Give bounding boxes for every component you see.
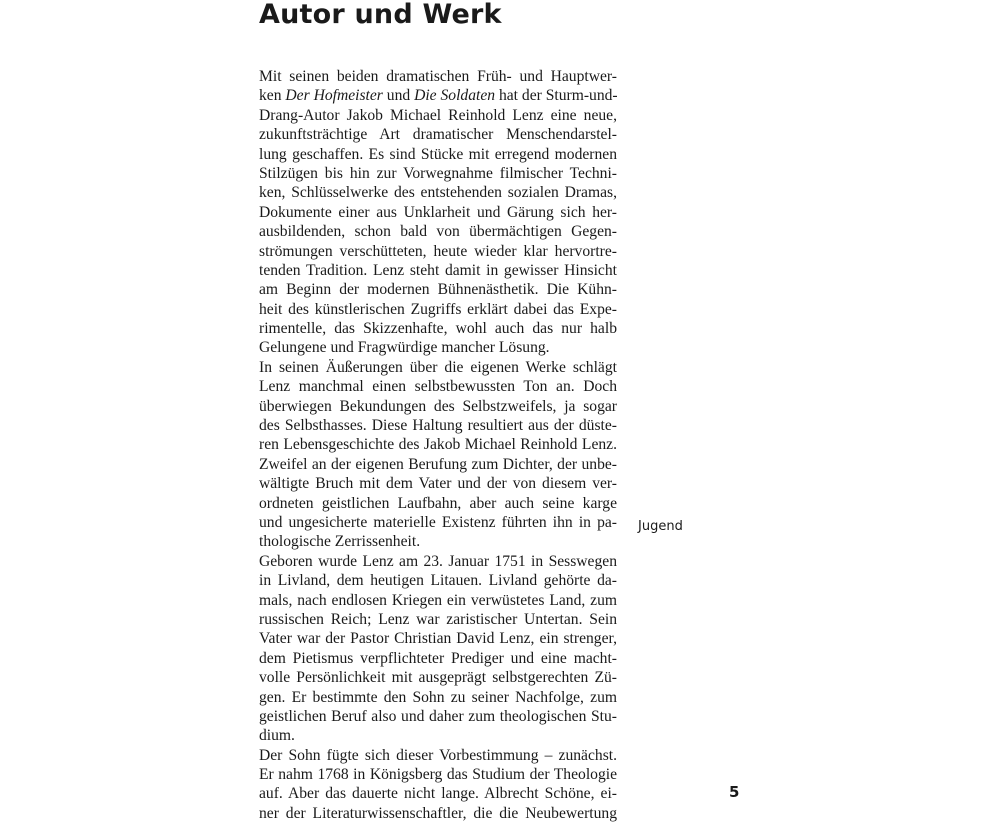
text-segment: ken — [259, 87, 286, 105]
body-text — [259, 67, 617, 823]
text-line — [259, 86, 617, 105]
text-line: Geboren wurde Lenz am 23. Januar 1751 in Sesswegen — [259, 552, 617, 570]
text-line: in Livland, dem heutigen Litauen. Livland gehörte da- — [259, 572, 617, 590]
text-line: Er nahm 1768 in Königsberg das Studium der Theologie — [259, 766, 617, 784]
text-line: strömungen verschütteten, heute wieder klar hervortre- — [259, 242, 617, 260]
margin-note: Jugend — [638, 519, 683, 534]
text-line: Der Sohn fügte sich dieser Vorbestimmung – zunächst. — [259, 746, 617, 764]
text-line: und ungesicherte materielle Existenz führten ihn in pa- — [259, 513, 617, 531]
text-line: dium. — [259, 727, 295, 745]
text-line: lung geschaffen. Es sind Stücke mit erregend modernen — [259, 145, 617, 163]
text-line: Vater war der Pastor Christian David Lenz, ein strenger, — [259, 630, 617, 648]
text-line: thologische Zerrissenheit. — [259, 533, 421, 551]
text-line: Gelungene und Fragwürdige mancher Lösung. — [259, 339, 550, 357]
text-line: Dokumente einer aus Unklarheit und Gärung sich her- — [259, 203, 617, 221]
work-title: Die Soldaten — [414, 87, 496, 105]
text-line: ordneten geistlichen Laufbahn, aber auch seine karge — [259, 494, 617, 512]
text-line: wältigte Bruch mit dem Vater und der von diesem ver- — [259, 475, 617, 493]
text-segment: hat der Sturm-und- — [495, 87, 618, 105]
text-line: mals, nach endlosen Kriegen ein verwüstetes Land, zum — [259, 591, 617, 609]
text-line: zukunftsträchtige Art dramatischer Menschendarstel- — [259, 126, 617, 144]
text-line: In seinen Äußerungen über die eigenen Werke schlägt — [259, 358, 617, 376]
text-line: russischen Reich; Lenz war zaristischer Untertan. Sein — [259, 610, 617, 628]
text-line: auf. Aber das dauerte nicht lange. Albrecht Schöne, ei- — [259, 785, 617, 803]
text-line: am Beginn der modernen Bühnenästhetik. Die Kühn- — [259, 281, 617, 299]
text-segment: und — [382, 87, 415, 105]
text-line: Lenz manchmal einen selbstbewussten Ton an. Doch — [259, 378, 617, 396]
text-line: volle Persönlichkeit mit ausgeprägt selbstgerechten Zü- — [259, 669, 617, 687]
work-title: Der Hofmeister — [285, 87, 383, 105]
text-line: Stilzügen bis hin zur Vorwegnahme filmischer Techni- — [259, 164, 617, 182]
page-number: 5 — [729, 783, 740, 801]
text-line: des Selbsthasses. Diese Haltung resultiert aus der düste- — [259, 417, 617, 435]
text-line: geistlichen Beruf also und daher zum theologischen Stu- — [259, 707, 617, 725]
text-line: dem Pietismus verpflichteter Prediger und eine macht- — [259, 649, 617, 667]
text-line: Zweifel an der eigenen Berufung zum Dichter, der unbe- — [259, 455, 617, 473]
text-line: heit des künstlerischen Zugriffs erklärt dabei das Expe- — [259, 300, 617, 318]
text-line: Drang-Autor Jakob Michael Reinhold Lenz eine neue, — [259, 106, 617, 124]
text-line: gen. Er bestimmte den Sohn zu seiner Nachfolge, zum — [259, 688, 617, 706]
text-line: rimentelle, das Skizzenhafte, wohl auch das nur halb — [259, 320, 617, 338]
text-line: Mit seinen beiden dramatischen Früh- und Hauptwer- — [259, 68, 617, 85]
page-title: Autor und Werk — [259, 0, 502, 30]
text-line: ausbildenden, schon bald von übermächtigen Gegen- — [259, 223, 617, 241]
text-line: tenden Tradition. Lenz steht damit in gewisser Hinsicht — [259, 261, 617, 279]
text-line: ner der Literaturwissenschaftler, die die Neubewertung — [259, 804, 617, 822]
text-line: ken, Schlüsselwerke des entstehenden sozialen Dramas, — [259, 184, 617, 202]
text-line: überwiegen Bekundungen des Selbstzweifels, ja sogar — [259, 397, 617, 415]
text-line: ren Lebensgeschichte des Jakob Michael Reinhold Lenz. — [259, 436, 617, 454]
